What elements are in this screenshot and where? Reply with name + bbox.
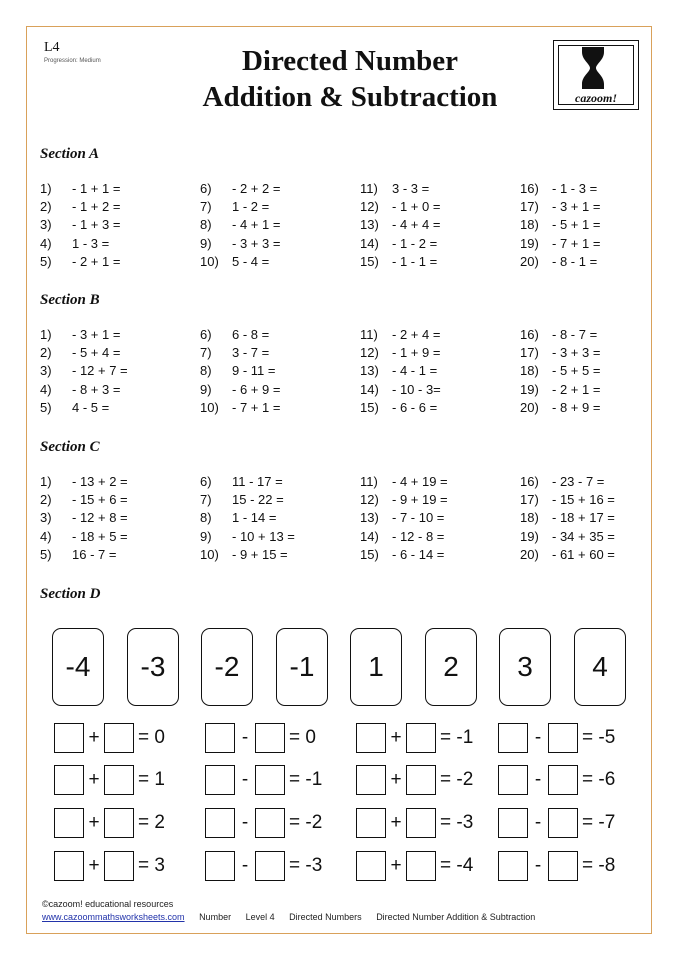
question: [520, 362, 600, 380]
question-expression: - 5 + 5 =: [552, 363, 601, 379]
question-expression: 15 - 22 =: [232, 492, 284, 508]
question-expression: - 1 + 9 =: [392, 345, 441, 361]
operator-sign: -: [534, 727, 542, 748]
question-number: 6): [200, 181, 212, 196]
question: [200, 528, 295, 546]
question: [360, 180, 429, 198]
question: [360, 198, 440, 216]
answer-box[interactable]: [205, 723, 235, 753]
question: [200, 546, 288, 564]
answer-box[interactable]: [548, 851, 578, 881]
question-expression: - 12 + 7 =: [72, 363, 128, 379]
question: [360, 528, 444, 546]
question: [360, 362, 437, 380]
question-expression: - 1 + 1 =: [72, 181, 121, 196]
question: [200, 344, 269, 362]
level-label: L4: [44, 40, 60, 55]
equation: [205, 850, 322, 882]
question-number: 11): [360, 474, 378, 489]
question-expression: - 6 - 6 =: [392, 399, 438, 415]
question: [200, 235, 280, 253]
question: [520, 381, 600, 399]
question-number: 12): [360, 199, 379, 215]
question-expression: - 2 + 4 =: [392, 327, 441, 342]
equation-result: = 0: [289, 727, 316, 748]
question-expression: 1 - 2 =: [232, 199, 270, 215]
question-number: 15): [360, 399, 379, 415]
question-number: 4): [40, 528, 52, 544]
question-expression: 1 - 14 =: [232, 510, 277, 526]
answer-box[interactable]: [356, 723, 386, 753]
question-number: 17): [520, 492, 539, 508]
question-number: 9): [200, 381, 212, 397]
question: [40, 362, 128, 380]
operator-sign: -: [241, 769, 249, 790]
equation-result: = -2: [440, 769, 474, 790]
question-expression: - 8 - 1 =: [552, 253, 598, 269]
question-number: 16): [520, 327, 539, 342]
question: [200, 381, 280, 399]
question: [40, 180, 120, 198]
question: [200, 509, 276, 527]
question-expression: - 8 - 7 =: [552, 327, 598, 342]
question-expression: - 3 + 3 =: [232, 235, 281, 251]
question-expression: - 9 + 15 =: [232, 546, 288, 562]
answer-box[interactable]: [356, 851, 386, 881]
question: [200, 362, 275, 380]
question-expression: - 4 - 1 =: [392, 363, 438, 379]
question-number: 18): [520, 217, 539, 233]
answer-box[interactable]: [498, 765, 528, 795]
answer-box[interactable]: [406, 723, 436, 753]
question-number: 14): [360, 235, 379, 251]
question-number: 13): [360, 510, 379, 526]
question-expression: - 2 + 1 =: [552, 381, 601, 397]
page-title-line-1: Directed Number: [241, 45, 459, 77]
question-expression: - 1 - 2 =: [392, 235, 438, 251]
question: [360, 491, 448, 509]
question: [40, 473, 128, 491]
question-number: 7): [200, 199, 212, 215]
question: [200, 326, 269, 344]
question-number: 8): [200, 510, 212, 526]
question: [40, 253, 120, 271]
logo-text: cazoom!: [575, 91, 617, 105]
equation-result: = -6: [582, 769, 616, 790]
question: [200, 253, 269, 271]
equation-result: = -3: [289, 855, 323, 876]
question-expression: - 15 + 16 =: [552, 492, 615, 508]
question-expression: 9 - 11 =: [232, 363, 276, 379]
operator-sign: -: [534, 769, 542, 790]
question-expression: - 3 + 1 =: [552, 199, 601, 215]
question: [40, 344, 120, 362]
footer-level: Level 4: [245, 912, 275, 922]
question: [200, 180, 280, 198]
number-card[interactable]: -1: [276, 628, 328, 706]
answer-box[interactable]: [104, 765, 134, 795]
question: [360, 326, 440, 344]
question-expression: - 15 + 6 =: [72, 492, 128, 508]
operator-sign: +: [390, 769, 402, 790]
question-expression: - 18 + 5 =: [72, 528, 128, 544]
footer-worksheet-name: Directed Number Addition & Subtraction: [376, 912, 536, 922]
question: [520, 180, 597, 198]
question: [520, 198, 600, 216]
equation: [54, 764, 165, 796]
question-number: 13): [360, 217, 379, 233]
question: [40, 235, 109, 253]
answer-box[interactable]: [548, 808, 578, 838]
question: [40, 399, 109, 417]
question: [360, 381, 441, 399]
footer-info: [42, 912, 535, 922]
question-expression: 3 - 3 =: [392, 181, 430, 196]
operator-sign: +: [390, 855, 402, 876]
number-card[interactable]: -4: [52, 628, 104, 706]
question-expression: - 3 + 3 =: [552, 345, 601, 361]
operator-sign: -: [534, 855, 542, 876]
answer-box[interactable]: [498, 851, 528, 881]
question-expression: - 12 + 8 =: [72, 510, 128, 526]
number-card[interactable]: 2: [425, 628, 477, 706]
equation: [205, 807, 322, 839]
equation-result: = -4: [440, 855, 474, 876]
question: [360, 344, 440, 362]
equation-result: = -1: [440, 727, 474, 748]
question-expression: - 7 + 1 =: [232, 399, 281, 415]
question-number: 13): [360, 363, 379, 379]
question-number: 8): [200, 363, 212, 379]
question-number: 19): [520, 235, 539, 251]
question-number: 7): [200, 492, 212, 508]
question-number: 10): [200, 546, 219, 562]
question-number: 4): [40, 235, 52, 251]
question-number: 14): [360, 528, 379, 544]
answer-box[interactable]: [498, 723, 528, 753]
cazoom-logo: [553, 40, 639, 110]
question-number: 16): [520, 181, 539, 196]
number-card[interactable]: -3: [127, 628, 179, 706]
footer-website-link[interactable]: www.cazoommathsworksheets.com: [42, 912, 185, 922]
question-expression: 6 - 8 =: [232, 327, 270, 342]
answer-box[interactable]: [54, 723, 84, 753]
question-number: 6): [200, 474, 212, 489]
question-number: 2): [40, 345, 52, 361]
question: [520, 344, 600, 362]
question-expression: - 5 + 4 =: [72, 345, 121, 361]
question-number: 7): [200, 345, 212, 361]
question-number: 2): [40, 492, 52, 508]
answer-box[interactable]: [406, 765, 436, 795]
question-expression: - 2 + 1 =: [72, 253, 121, 269]
equation-result: = 1: [138, 769, 165, 790]
question-expression: - 1 - 3 =: [552, 181, 598, 196]
question-number: 1): [40, 327, 52, 342]
question-number: 17): [520, 345, 539, 361]
answer-box[interactable]: [205, 851, 235, 881]
answer-box[interactable]: [548, 765, 578, 795]
question-expression: - 4 + 1 =: [232, 217, 281, 233]
question: [520, 528, 615, 546]
question-number: 20): [520, 253, 539, 269]
answer-box[interactable]: [356, 765, 386, 795]
question-number: 5): [40, 253, 52, 269]
question: [200, 473, 283, 491]
question: [40, 326, 120, 344]
question: [520, 546, 615, 564]
question-number: 10): [200, 253, 219, 269]
question: [40, 381, 120, 399]
equation-result: = -8: [582, 855, 616, 876]
question-expression: - 23 - 7 =: [552, 474, 605, 489]
question: [200, 198, 269, 216]
equation-result: = -1: [289, 769, 323, 790]
question-expression: - 12 - 8 =: [392, 528, 445, 544]
question-number: 18): [520, 363, 539, 379]
progression-label: Progression: Medium: [44, 58, 101, 64]
question-expression: - 1 + 3 =: [72, 217, 121, 233]
equation-result: = -7: [582, 812, 616, 833]
hourglass-icon: [580, 45, 606, 91]
question-expression: 4 - 5 =: [72, 399, 110, 415]
answer-box[interactable]: [255, 851, 285, 881]
question-number: 15): [360, 253, 379, 269]
question-expression: 11 - 17 =: [232, 474, 283, 489]
answer-box[interactable]: [205, 808, 235, 838]
question: [360, 509, 444, 527]
operator-sign: -: [534, 812, 542, 833]
equation-result: = 2: [138, 812, 165, 833]
answer-box[interactable]: [406, 808, 436, 838]
answer-box[interactable]: [205, 765, 235, 795]
question-expression: - 6 - 14 =: [392, 546, 445, 562]
question: [200, 491, 284, 509]
question: [200, 216, 280, 234]
section-heading: Section A: [40, 146, 100, 162]
footer-copyright: ©cazoom! educational resources: [42, 899, 174, 909]
question-number: 2): [40, 199, 52, 215]
question-number: 5): [40, 546, 52, 562]
question: [520, 253, 597, 271]
page-title-line-2: Addition & Subtraction: [202, 81, 498, 113]
question-number: 19): [520, 381, 539, 397]
number-card[interactable]: 3: [499, 628, 551, 706]
equation-result: = -5: [582, 727, 616, 748]
question-expression: 3 - 7 =: [232, 345, 270, 361]
question: [360, 235, 437, 253]
answer-box[interactable]: [104, 723, 134, 753]
question: [520, 235, 600, 253]
question: [520, 491, 615, 509]
section-heading: Section D: [40, 586, 101, 602]
question-expression: - 13 + 2 =: [72, 474, 128, 489]
operator-sign: +: [390, 812, 402, 833]
answer-box[interactable]: [104, 851, 134, 881]
equation: [54, 807, 165, 839]
answer-box[interactable]: [255, 808, 285, 838]
question-expression: - 5 + 1 =: [552, 217, 601, 233]
question-expression: - 7 + 1 =: [552, 235, 601, 251]
question-expression: - 9 + 19 =: [392, 492, 448, 508]
question-expression: - 34 + 35 =: [552, 528, 615, 544]
equation-result: = -3: [440, 812, 474, 833]
question-number: 3): [40, 363, 52, 379]
question: [40, 198, 120, 216]
number-card[interactable]: -2: [201, 628, 253, 706]
operator-sign: +: [390, 727, 402, 748]
answer-box[interactable]: [255, 765, 285, 795]
question: [40, 491, 128, 509]
question-number: 9): [200, 528, 212, 544]
equation-result: = -2: [289, 812, 323, 833]
question-number: 3): [40, 217, 52, 233]
section-heading: Section C: [40, 439, 100, 455]
question-number: 3): [40, 510, 52, 526]
question-number: 15): [360, 546, 379, 562]
operator-sign: +: [88, 812, 100, 833]
equation: [205, 722, 316, 754]
question-expression: 16 - 7 =: [72, 546, 117, 562]
answer-box[interactable]: [406, 851, 436, 881]
question: [520, 216, 600, 234]
question-expression: - 8 + 3 =: [72, 381, 121, 397]
footer-topic: Directed Numbers: [289, 912, 362, 922]
number-card[interactable]: 4: [574, 628, 626, 706]
question-number: 14): [360, 381, 379, 397]
question: [40, 216, 120, 234]
question: [360, 473, 448, 491]
question-number: 17): [520, 199, 539, 215]
question-expression: - 18 + 17 =: [552, 510, 615, 526]
question-number: 10): [200, 399, 219, 415]
question: [360, 216, 440, 234]
question-number: 20): [520, 399, 539, 415]
question-expression: - 4 + 4 =: [392, 217, 441, 233]
equation: [54, 722, 165, 754]
operator-sign: -: [241, 855, 249, 876]
equation: [498, 850, 615, 882]
question-expression: - 1 + 0 =: [392, 199, 441, 215]
question-number: 1): [40, 474, 52, 489]
question-number: 1): [40, 181, 52, 196]
equation: [205, 764, 322, 796]
answer-box[interactable]: [356, 808, 386, 838]
answer-box[interactable]: [255, 723, 285, 753]
equation: [498, 722, 615, 754]
equation: [498, 764, 615, 796]
question-expression: - 3 + 1 =: [72, 327, 121, 342]
answer-box[interactable]: [498, 808, 528, 838]
question-number: 6): [200, 327, 212, 342]
question-expression: - 8 + 9 =: [552, 399, 601, 415]
question: [520, 326, 597, 344]
question-expression: - 1 + 2 =: [72, 199, 121, 215]
question-number: 11): [360, 327, 378, 342]
question-expression: 1 - 3 =: [72, 235, 110, 251]
question-number: 11): [360, 181, 378, 196]
question-number: 4): [40, 381, 52, 397]
question-expression: - 4 + 19 =: [392, 474, 448, 489]
answer-box[interactable]: [54, 765, 84, 795]
question: [40, 546, 116, 564]
section-heading: Section B: [40, 292, 100, 308]
question-expression: - 10 + 13 =: [232, 528, 295, 544]
question-expression: - 6 + 9 =: [232, 381, 281, 397]
equation: [356, 807, 473, 839]
equation: [356, 850, 473, 882]
question: [200, 399, 280, 417]
number-card[interactable]: 1: [350, 628, 402, 706]
answer-box[interactable]: [548, 723, 578, 753]
question: [360, 546, 444, 564]
operator-sign: +: [88, 769, 100, 790]
question: [520, 509, 615, 527]
equation: [356, 722, 473, 754]
question: [40, 509, 128, 527]
question: [520, 473, 604, 491]
question-number: 8): [200, 217, 212, 233]
question-number: 19): [520, 528, 539, 544]
question-number: 16): [520, 474, 539, 489]
operator-sign: +: [88, 727, 100, 748]
operator-sign: -: [241, 727, 249, 748]
answer-box[interactable]: [54, 808, 84, 838]
question-number: 5): [40, 399, 52, 415]
question-number: 9): [200, 235, 212, 251]
equation-result: = 0: [138, 727, 165, 748]
question-expression: 5 - 4 =: [232, 253, 270, 269]
question: [520, 399, 600, 417]
question-expression: - 10 - 3=: [392, 381, 441, 397]
question-number: 12): [360, 492, 379, 508]
question: [360, 399, 437, 417]
question-expression: - 2 + 2 =: [232, 181, 281, 196]
operator-sign: +: [88, 855, 100, 876]
question-number: 20): [520, 546, 539, 562]
footer-subject: Number: [199, 912, 232, 922]
equation-result: = 3: [138, 855, 165, 876]
equation: [498, 807, 615, 839]
question: [40, 528, 128, 546]
operator-sign: -: [241, 812, 249, 833]
question-expression: - 7 - 10 =: [392, 510, 445, 526]
answer-box[interactable]: [54, 851, 84, 881]
question-number: 18): [520, 510, 539, 526]
question-number: 12): [360, 345, 379, 361]
equation: [356, 764, 473, 796]
question-expression: - 1 - 1 =: [392, 253, 438, 269]
equation: [54, 850, 165, 882]
question: [360, 253, 437, 271]
answer-box[interactable]: [104, 808, 134, 838]
question-expression: - 61 + 60 =: [552, 546, 615, 562]
